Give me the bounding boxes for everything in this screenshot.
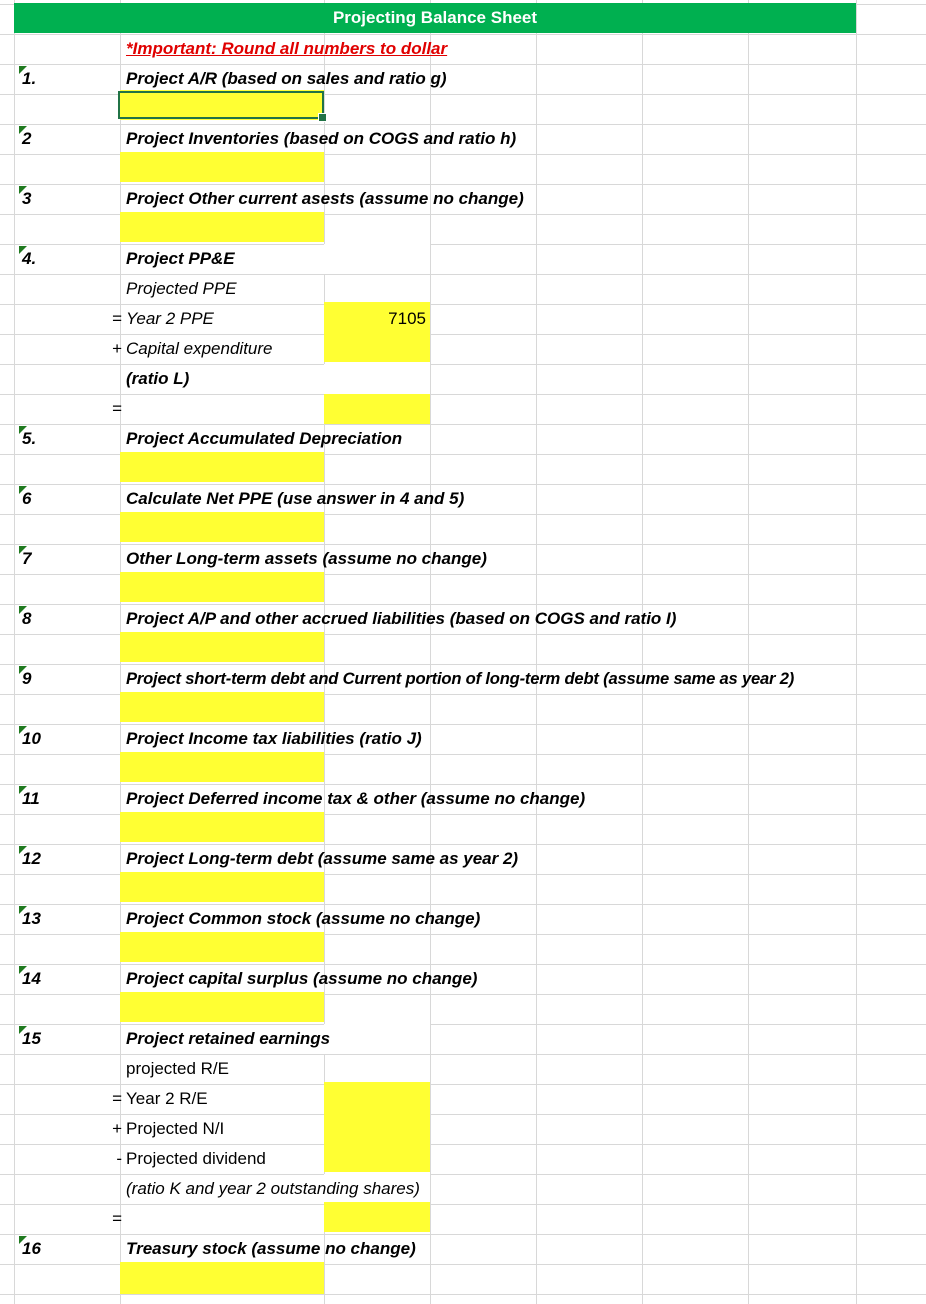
- error-indicator-icon: [19, 666, 27, 674]
- gridline-horizontal: [0, 1204, 926, 1205]
- error-indicator-icon: [19, 606, 27, 614]
- answer-cell-7[interactable]: [120, 572, 324, 602]
- re-minus-operator: -: [116, 1149, 122, 1168]
- item-label-6: Calculate Net PPE (use answer in 4 and 5): [126, 489, 465, 508]
- year2-ppe-label: Year 2 PPE: [126, 309, 214, 328]
- error-indicator-icon: [19, 126, 27, 134]
- re-result-cell[interactable]: [324, 1202, 430, 1232]
- item-label-16: Treasury stock (assume no change): [126, 1239, 416, 1258]
- answer-cell-3[interactable]: [120, 212, 324, 242]
- error-indicator-icon: [19, 66, 27, 74]
- gridline-vertical: [748, 0, 749, 1304]
- row-number-13: 13: [18, 904, 82, 933]
- error-indicator-icon: [19, 186, 27, 194]
- answer-cell-16[interactable]: [120, 1262, 324, 1294]
- answer-cell-5[interactable]: [120, 452, 324, 482]
- row-number-3: 3: [18, 184, 82, 213]
- item-label-11: Project Deferred income tax & other (assume no change): [126, 789, 586, 808]
- item-label-10: Project Income tax liabilities (ratio J): [126, 729, 422, 748]
- white-cell-re: [324, 1024, 430, 1054]
- item-label-13: Project Common stock (assume no change): [126, 909, 481, 928]
- answer-cell-10[interactable]: [120, 752, 324, 782]
- ratio-k-label: (ratio K and year 2 outstanding shares): [126, 1179, 420, 1198]
- projected-re-label: projected R/E: [126, 1059, 229, 1078]
- gridline-vertical: [642, 0, 643, 1304]
- white-cell-ppe: [324, 244, 430, 274]
- year2-ppe-value[interactable]: 7105: [388, 309, 426, 328]
- row-number-12: 12: [18, 844, 82, 873]
- re-equals-operator: =: [112, 1089, 122, 1108]
- row-number-10: 10: [18, 724, 82, 753]
- projected-ni-label: Projected N/I: [126, 1119, 225, 1138]
- error-indicator-icon: [19, 426, 27, 434]
- gridline-horizontal: [0, 394, 926, 395]
- item-label-7: Other Long-term assets (assume no change): [126, 549, 487, 568]
- re-result-operator: =: [112, 1209, 122, 1228]
- item-label-15: Project retained earnings: [126, 1029, 331, 1048]
- error-indicator-icon: [19, 906, 27, 914]
- row-number-8: 8: [18, 604, 82, 633]
- row-number-4: 4.: [18, 244, 82, 273]
- row-number-1: 1.: [18, 64, 82, 93]
- gridline-vertical: [536, 0, 537, 1304]
- item-label-14: Project capital surplus (assume no change): [126, 969, 478, 988]
- important-note: *Important: Round all numbers to dollar: [126, 39, 448, 58]
- row-number-2: 2: [18, 124, 82, 153]
- item-label-5: Project Accumulated Depreciation: [126, 429, 403, 448]
- error-indicator-icon: [19, 1236, 27, 1244]
- ppe-plus-operator: +: [112, 339, 122, 358]
- row-number-16: 16: [18, 1234, 82, 1263]
- re-plus-operator: +: [112, 1119, 122, 1138]
- error-indicator-icon: [19, 726, 27, 734]
- gridline-vertical: [856, 0, 857, 1304]
- ppe-result-cell[interactable]: [324, 394, 430, 424]
- white-cell-ratio-l: [324, 364, 430, 394]
- projected-ppe-label: Projected PPE: [126, 279, 237, 298]
- error-indicator-icon: [19, 1026, 27, 1034]
- ppe-equals-operator: =: [112, 309, 122, 328]
- row-number-6: 6: [18, 484, 82, 513]
- item-label-12: Project Long-term debt (assume same as year 2): [126, 849, 519, 868]
- row-number-15: 15: [18, 1024, 82, 1053]
- answer-cell-12[interactable]: [120, 872, 324, 902]
- answer-cell-13[interactable]: [120, 932, 324, 962]
- row-number-5: 5.: [18, 424, 82, 453]
- gridline-vertical: [14, 0, 15, 1304]
- answer-cell-9[interactable]: [120, 692, 324, 722]
- item-label-3: Project Other current asests (assume no change): [126, 189, 524, 208]
- capex-label: Capital expenditure: [126, 339, 273, 358]
- item-label-4: Project PP&E: [126, 249, 235, 268]
- item-label-8: Project A/P and other accrued liabilities (based on COGS and ratio I): [126, 609, 677, 628]
- row-number-9: 9: [18, 664, 82, 693]
- item-label-1: Project A/R (based on sales and ratio g): [126, 69, 447, 88]
- selected-cell[interactable]: [118, 91, 324, 119]
- row-number-11: 11: [18, 784, 82, 813]
- error-indicator-icon: [19, 846, 27, 854]
- gridline-horizontal: [0, 1294, 926, 1295]
- projected-dividend-label: Projected dividend: [126, 1149, 266, 1168]
- answer-cell-6[interactable]: [120, 512, 324, 542]
- row-number-14: 14: [18, 964, 82, 993]
- answer-cell-11[interactable]: [120, 812, 324, 842]
- error-indicator-icon: [19, 246, 27, 254]
- item-label-2: Project Inventories (based on COGS and ratio h): [126, 129, 517, 148]
- answer-cell-2[interactable]: [120, 152, 324, 182]
- ratio-l-label: (ratio L): [126, 369, 190, 388]
- year2-re-label: Year 2 R/E: [126, 1089, 208, 1108]
- error-indicator-icon: [19, 966, 27, 974]
- error-indicator-icon: [19, 546, 27, 554]
- answer-cell-8[interactable]: [120, 632, 324, 662]
- answer-cell-14[interactable]: [120, 992, 324, 1022]
- fill-handle[interactable]: [318, 113, 327, 122]
- ppe-result-operator: =: [112, 399, 122, 418]
- item-label-9: Project short-term debt and Current portion of long-term debt (assume same as year 2): [126, 669, 795, 688]
- re-input-cells[interactable]: [324, 1082, 430, 1172]
- error-indicator-icon: [19, 786, 27, 794]
- sheet-title: Projecting Balance Sheet: [14, 3, 856, 33]
- error-indicator-icon: [19, 486, 27, 494]
- row-number-7: 7: [18, 544, 82, 573]
